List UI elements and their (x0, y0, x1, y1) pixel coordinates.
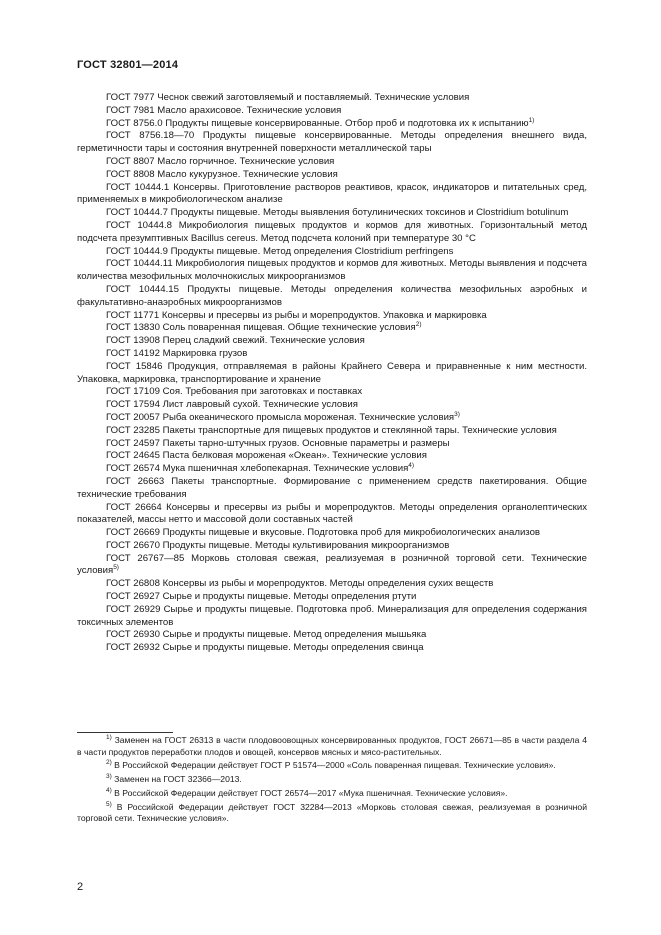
reference-item (77, 591, 587, 604)
reference-item (77, 361, 587, 387)
reference-item (77, 182, 587, 208)
footnote-marker: 3) (454, 410, 460, 418)
reference-text: ГОСТ 13908 Перец сладкий свежий. Технические условия (106, 335, 365, 347)
reference-item (77, 207, 587, 220)
reference-item (77, 284, 587, 310)
footnote-item (77, 774, 587, 786)
footnote-text: Заменен на ГОСТ 32366—2013. (111, 774, 242, 785)
reference-item (77, 246, 587, 259)
reference-text: ГОСТ 26932 Сырье и продукты пищевые. Методы определения свинца (106, 642, 424, 654)
footnote-text: В Российской Федерации действует ГОСТ Р 51574—2000 «Соль поваренная пищевая. Технические условия». (111, 760, 556, 771)
footnote-marker: 1) (528, 116, 535, 124)
footnote-marker: 2) (415, 321, 422, 329)
reference-text: ГОСТ 10444.7 Продукты пищевые. Методы выявления ботулинических токсинов и Clostridium botulinum (106, 207, 569, 219)
reference-text: ГОСТ 7977 Чеснок свежий заготовляемый и поставляемый. Технические условия (106, 92, 470, 103)
reference-text: ГОСТ 26929 Сырье и продукты пищевые. Подготовка проб. Минерализация для определения содержания токсичных элементов (77, 603, 587, 628)
reference-text: ГОСТ 23285 Пакеты транспортные для пищевых продуктов и стеклянной тары. Технические условия (106, 424, 557, 436)
reference-item (77, 476, 587, 502)
reference-text: ГОСТ 17594 Лист лавровый сухой. Технические условия (106, 399, 358, 411)
reference-text: ГОСТ 26670 Продукты пищевые. Методы культивирования микроорганизмов (106, 539, 450, 551)
footnote-item (77, 788, 587, 800)
reference-item (77, 105, 587, 118)
reference-text: ГОСТ 14192 Маркировка грузов (106, 347, 248, 359)
footnotes (77, 735, 587, 827)
reference-text: ГОСТ 11771 Консервы и пресервы из рыбы и морепродуктов. Упаковка и маркировка (106, 309, 487, 321)
reference-item (77, 604, 587, 630)
footnote-number: 1) (106, 734, 112, 741)
reference-text: ГОСТ 17109 Соя. Требования при заготовках и поставках (106, 386, 363, 398)
reference-item (77, 348, 587, 361)
footnote-text: Заменен на ГОСТ 26313 в части плодовоовощных консервированных продуктов, ГОСТ 26671—85 в части раздела 4 в части продуктов переработки плодов и овощей, консервов мясных и мясо-растительных. (77, 735, 587, 757)
reference-item (77, 412, 587, 425)
reference-text: ГОСТ 20057 Рыба океанического промысла мороженая. Технические условия (106, 411, 455, 423)
reference-text: ГОСТ 26669 Продукты пищевые и вкусовые. Подготовка проб для микробиологических анализов (106, 527, 541, 539)
reference-item (77, 578, 587, 591)
reference-text: ГОСТ 8756.0 Продукты пищевые консервированные. Отбор проб и подготовка их к испытанию (106, 117, 529, 129)
reference-item (77, 425, 587, 438)
reference-item (77, 220, 587, 246)
reference-text: ГОСТ 24597 Пакеты тарно-штучных грузов. Основные параметры и размеры (106, 437, 450, 449)
reference-text: ГОСТ 26574 Мука пшеничная хлебопекарная. Технические условия (106, 463, 409, 475)
reference-text: ГОСТ 26930 Сырье и продукты пищевые. Метод определения мышьяка (106, 629, 427, 641)
document-header: ГОСТ 32801—2014 (77, 59, 179, 71)
reference-text: ГОСТ 26767—85 Морковь столовая свежая, реализуемая в розничной торговой сети. Технические условия (77, 552, 587, 577)
reference-item (77, 527, 587, 540)
footnote-item (77, 735, 587, 758)
reference-item (77, 553, 587, 579)
footnote-text: В Российской Федерации действует ГОСТ 26574—2017 «Мука пшеничная. Технические условия». (111, 787, 508, 798)
reference-item (77, 156, 587, 169)
reference-text: ГОСТ 26927 Сырье и продукты пищевые. Методы определения ртути (106, 591, 417, 603)
reference-text: ГОСТ 10444.11 Микробиология пищевых продуктов и кормов для животных. Методы выявления и подсчета количества мезофильных молочнокислых микроорганизмов (77, 258, 587, 283)
footnote-text: В Российской Федерации действует ГОСТ 32284—2013 «Морковь столовая свежая, реализуемая в розничной торговой сети. Технические условия». (77, 801, 587, 824)
reference-text: ГОСТ 7981 Масло арахисовое. Технические условия (106, 104, 342, 116)
footnote-separator (77, 732, 173, 733)
reference-text: ГОСТ 10444.1 Консервы. Приготовление растворов реактивов, красок, индикаторов и питательных сред, применяемых в микробиологическом анализе (77, 181, 587, 206)
reference-item (77, 463, 587, 476)
reference-text: ГОСТ 24645 Паста белковая мороженая «Океан». Технические условия (106, 450, 427, 462)
reference-item (77, 335, 587, 348)
footnote-item (77, 802, 587, 825)
reference-item (77, 502, 587, 528)
reference-item (77, 322, 587, 335)
reference-item (77, 438, 587, 451)
reference-text: ГОСТ 10444.15 Продукты пищевые. Методы определения количества мезофильных аэробных и факультативно-анаэробных микроорганизмов (77, 283, 587, 308)
reference-item (77, 92, 587, 105)
reference-item (77, 310, 587, 323)
reference-item (77, 540, 587, 553)
footnote-number: 2) (106, 759, 112, 767)
reference-item (77, 258, 587, 284)
page-number: 2 (77, 881, 84, 893)
reference-item (77, 629, 587, 642)
reference-text: ГОСТ 10444.9 Продукты пищевые. Метод определения Clostridium perfringens (106, 245, 454, 257)
reference-text: ГОСТ 8807 Масло горчичное. Технические условия (106, 155, 335, 167)
reference-text: ГОСТ 26663 Пакеты транспортные. Формирование с применением средств пакетирования. Общие технические требования (77, 475, 587, 500)
reference-text: ГОСТ 13830 Соль поваренная пищевая. Общие технические условия (106, 322, 416, 334)
reference-text: ГОСТ 26808 Консервы из рыбы и морепродуктов. Методы определения сухих веществ (106, 578, 494, 590)
reference-text: ГОСТ 15846 Продукция, отправляемая в районы Крайнего Севера и приравненные к ним местности. Упаковка, маркировка, транспортирование и хранение (77, 360, 587, 385)
reference-item (77, 399, 587, 412)
reference-item (77, 118, 587, 131)
footnote-number: 3) (106, 773, 112, 781)
reference-item (77, 450, 587, 463)
footnote-item (77, 760, 587, 772)
footnote-number: 4) (106, 786, 112, 794)
reference-text: ГОСТ 8808 Масло кукурузное. Технические условия (106, 168, 338, 180)
normative-references-list (77, 92, 587, 655)
footnote-marker: 5) (113, 564, 119, 572)
reference-item (77, 642, 587, 655)
reference-text: ГОСТ 26664 Консервы и пресервы из рыбы и морепродуктов. Методы определения органолептических показателей, массы нетто и массовой доли составных частей (77, 501, 587, 526)
footnote-marker: 4) (408, 462, 415, 470)
reference-text: ГОСТ 8756.18—70 Продукты пищевые консервированные. Методы определения внешнего вида, герметичности тары и состояния внутренней поверхности металлической тары (77, 130, 587, 155)
reference-item (77, 386, 587, 399)
reference-item (77, 130, 587, 156)
footnote-number: 5) (106, 800, 112, 808)
reference-text: ГОСТ 10444.8 Микробиология пищевых продуктов и кормов для животных. Горизонтальный метод подсчета презумптивных Bacillus cereus. Метод подсчета колоний при температуре 30 °C (77, 219, 587, 244)
reference-item (77, 169, 587, 182)
